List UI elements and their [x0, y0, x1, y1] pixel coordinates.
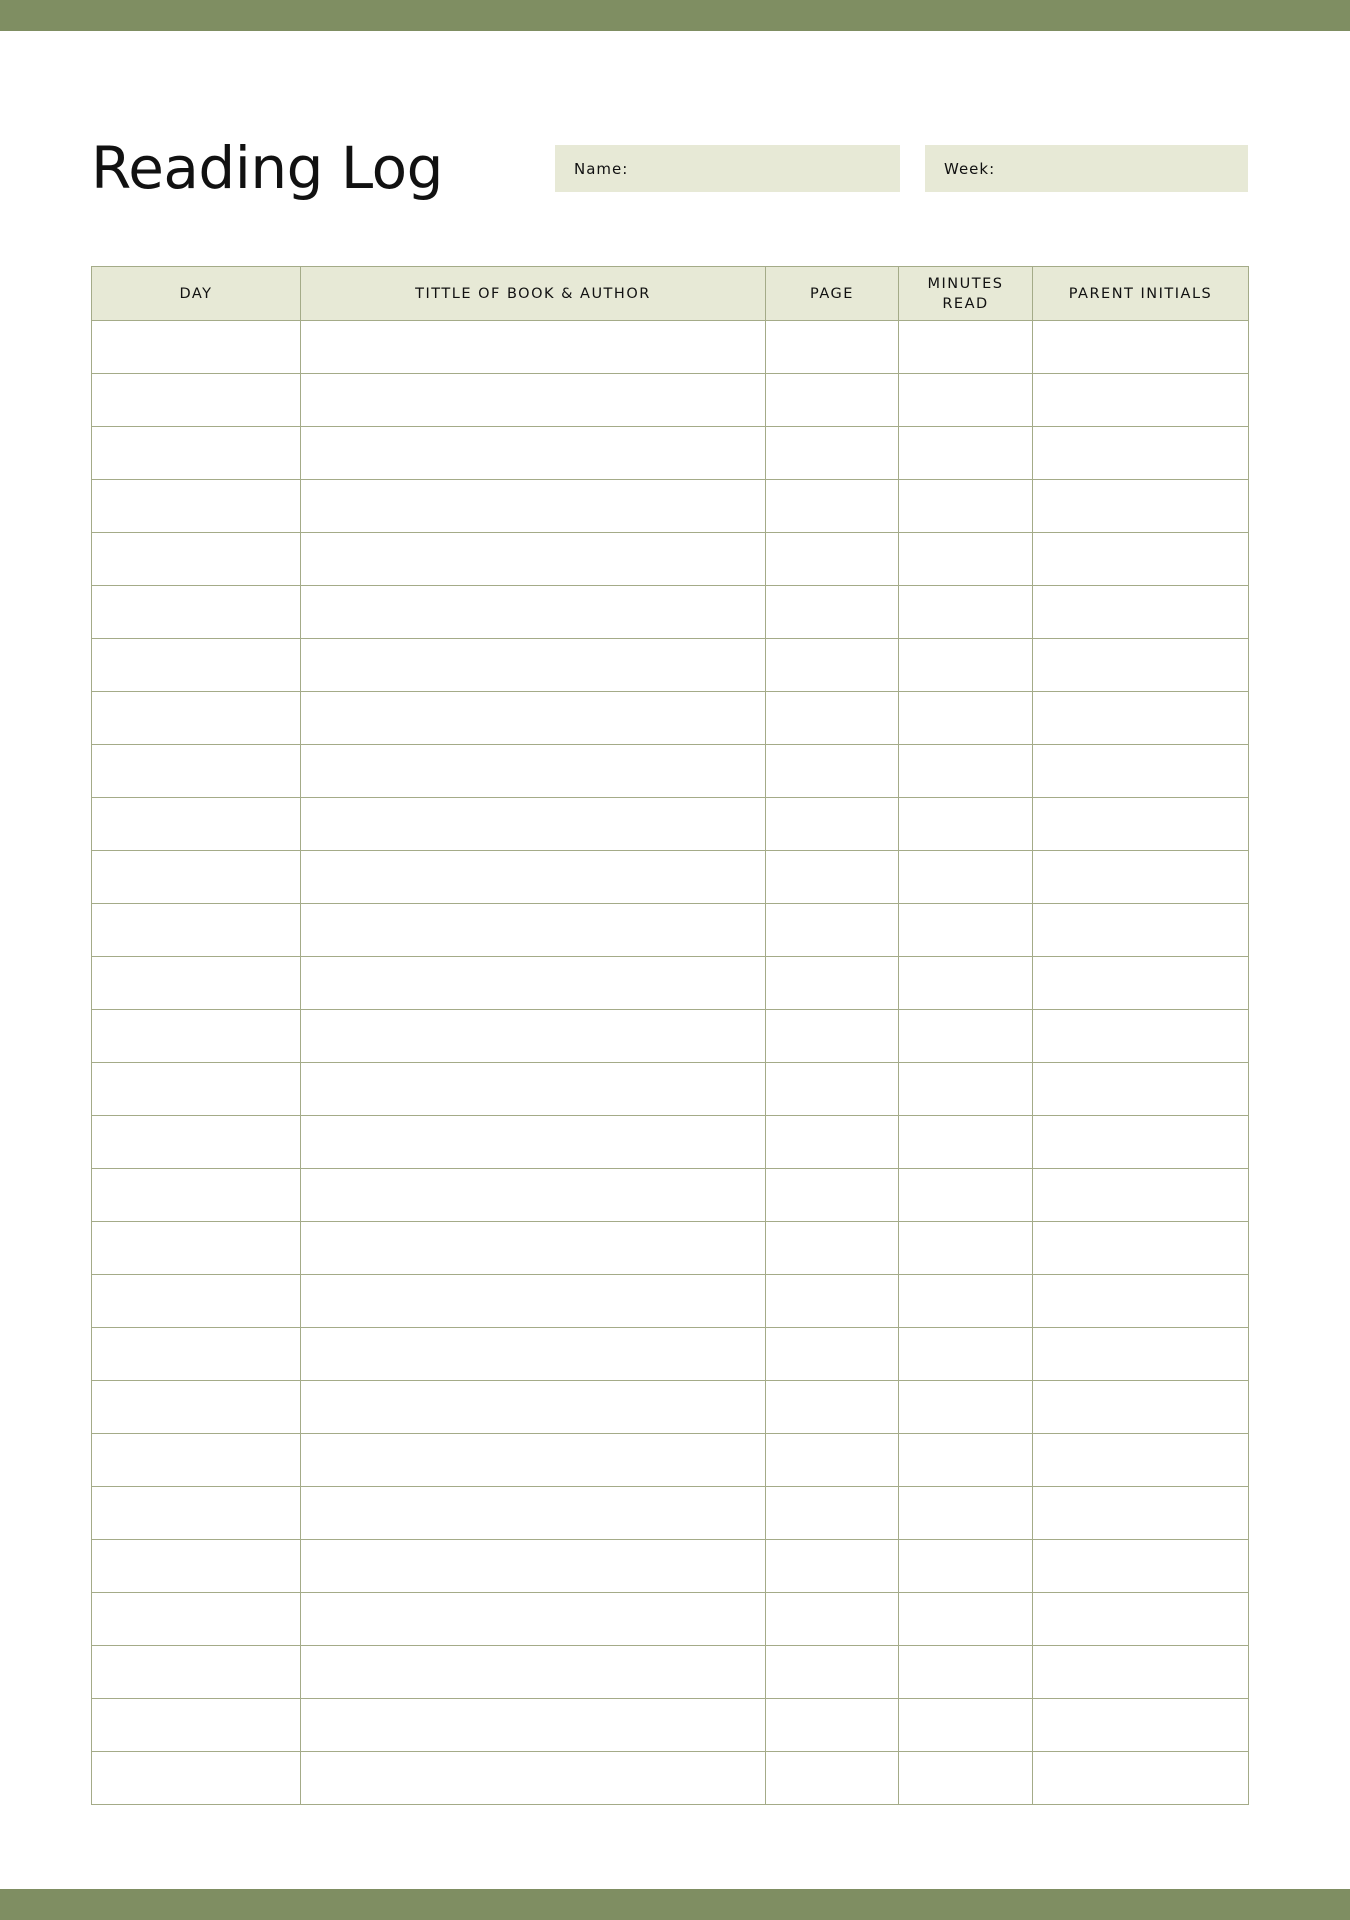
day-cell[interactable]	[92, 374, 301, 427]
page-cell[interactable]	[766, 1699, 899, 1752]
day-cell[interactable]	[92, 1699, 301, 1752]
top-accent-bar	[0, 0, 1350, 31]
day-cell[interactable]	[92, 1063, 301, 1116]
parent-cell[interactable]	[1033, 427, 1249, 480]
title-cell[interactable]	[301, 957, 766, 1010]
title-cell[interactable]	[301, 586, 766, 639]
day-cell[interactable]	[92, 586, 301, 639]
name-field[interactable]	[555, 145, 900, 192]
page-cell[interactable]	[766, 1169, 899, 1222]
title-cell[interactable]	[301, 904, 766, 957]
title-cell[interactable]	[301, 374, 766, 427]
minutes-cell[interactable]	[899, 639, 1033, 692]
day-cell[interactable]	[92, 639, 301, 692]
title-cell[interactable]	[301, 1752, 766, 1805]
table-row	[92, 480, 1249, 533]
parent-cell[interactable]	[1033, 1063, 1249, 1116]
minutes-cell[interactable]	[899, 1116, 1033, 1169]
day-cell[interactable]	[92, 427, 301, 480]
table-row	[92, 745, 1249, 798]
title-cell[interactable]	[301, 1540, 766, 1593]
header-day-label: DAY	[179, 285, 213, 302]
day-cell[interactable]	[92, 745, 301, 798]
table-row	[92, 427, 1249, 480]
table-body	[92, 321, 1249, 1805]
title-cell[interactable]	[301, 1381, 766, 1434]
day-cell[interactable]	[92, 1752, 301, 1805]
minutes-cell[interactable]	[899, 1593, 1033, 1646]
table-row	[92, 1063, 1249, 1116]
page-cell[interactable]	[766, 798, 899, 851]
parent-cell[interactable]	[1033, 1381, 1249, 1434]
table-row	[92, 957, 1249, 1010]
table-row	[92, 851, 1249, 904]
title-cell[interactable]	[301, 427, 766, 480]
parent-cell[interactable]	[1033, 586, 1249, 639]
parent-cell[interactable]	[1033, 321, 1249, 374]
header-minutes-read	[899, 267, 1033, 321]
minutes-cell[interactable]	[899, 692, 1033, 745]
table-row	[92, 904, 1249, 957]
minutes-cell[interactable]	[899, 1063, 1033, 1116]
minutes-cell[interactable]	[899, 321, 1033, 374]
minutes-cell[interactable]	[899, 1646, 1033, 1699]
parent-cell[interactable]	[1033, 1222, 1249, 1275]
table-row	[92, 1487, 1249, 1540]
table-row	[92, 1169, 1249, 1222]
parent-cell[interactable]	[1033, 1752, 1249, 1805]
title-cell[interactable]	[301, 1593, 766, 1646]
minutes-cell[interactable]	[899, 798, 1033, 851]
week-field-label: Week:	[944, 159, 996, 178]
title-cell[interactable]	[301, 1275, 766, 1328]
title-cell[interactable]	[301, 1222, 766, 1275]
day-cell[interactable]	[92, 1646, 301, 1699]
title-cell[interactable]	[301, 1487, 766, 1540]
table-row	[92, 321, 1249, 374]
day-cell[interactable]	[92, 851, 301, 904]
parent-cell[interactable]	[1033, 1010, 1249, 1063]
page-cell[interactable]	[766, 1593, 899, 1646]
page-cell[interactable]	[766, 1063, 899, 1116]
minutes-cell[interactable]	[899, 1169, 1033, 1222]
table-row	[92, 1434, 1249, 1487]
table-row	[92, 1752, 1249, 1805]
day-cell[interactable]	[92, 1487, 301, 1540]
page-cell[interactable]	[766, 533, 899, 586]
day-cell[interactable]	[92, 533, 301, 586]
title-cell[interactable]	[301, 745, 766, 798]
parent-cell[interactable]	[1033, 1169, 1249, 1222]
day-cell[interactable]	[92, 904, 301, 957]
minutes-cell[interactable]	[899, 1328, 1033, 1381]
parent-cell[interactable]	[1033, 851, 1249, 904]
title-cell[interactable]	[301, 533, 766, 586]
page-cell[interactable]	[766, 639, 899, 692]
header-minutes-label-line2: READ	[942, 295, 989, 312]
bottom-accent-bar	[0, 1889, 1350, 1920]
day-cell[interactable]	[92, 1540, 301, 1593]
day-cell[interactable]	[92, 957, 301, 1010]
title-cell[interactable]	[301, 1169, 766, 1222]
parent-cell[interactable]	[1033, 1646, 1249, 1699]
title-cell[interactable]	[301, 321, 766, 374]
page-cell[interactable]	[766, 374, 899, 427]
day-cell[interactable]	[92, 1434, 301, 1487]
title-cell[interactable]	[301, 1328, 766, 1381]
reading-log-table	[91, 266, 1249, 1805]
day-cell[interactable]	[92, 1328, 301, 1381]
day-cell[interactable]	[92, 1381, 301, 1434]
parent-cell[interactable]	[1033, 1699, 1249, 1752]
minutes-cell[interactable]	[899, 904, 1033, 957]
parent-cell[interactable]	[1033, 1275, 1249, 1328]
page-cell[interactable]	[766, 480, 899, 533]
title-cell[interactable]	[301, 851, 766, 904]
day-cell[interactable]	[92, 321, 301, 374]
page-cell[interactable]	[766, 1752, 899, 1805]
table-row	[92, 1699, 1249, 1752]
minutes-cell[interactable]	[899, 1434, 1033, 1487]
parent-cell[interactable]	[1033, 798, 1249, 851]
table-row	[92, 1381, 1249, 1434]
minutes-cell[interactable]	[899, 427, 1033, 480]
minutes-cell[interactable]	[899, 1752, 1033, 1805]
header-minutes-label-line1: MINUTES	[927, 275, 1004, 292]
page-cell[interactable]	[766, 1275, 899, 1328]
page-cell[interactable]	[766, 1381, 899, 1434]
table-row	[92, 1593, 1249, 1646]
day-cell[interactable]	[92, 1116, 301, 1169]
minutes-cell[interactable]	[899, 1275, 1033, 1328]
table-row	[92, 1010, 1249, 1063]
table-row	[92, 1116, 1249, 1169]
parent-cell[interactable]	[1033, 1593, 1249, 1646]
day-cell[interactable]	[92, 1169, 301, 1222]
title-cell[interactable]	[301, 480, 766, 533]
parent-cell[interactable]	[1033, 374, 1249, 427]
title-cell[interactable]	[301, 1063, 766, 1116]
day-cell[interactable]	[92, 798, 301, 851]
minutes-cell[interactable]	[899, 1381, 1033, 1434]
page-cell[interactable]	[766, 1116, 899, 1169]
header-day	[92, 267, 301, 321]
minutes-cell[interactable]	[899, 1222, 1033, 1275]
parent-cell[interactable]	[1033, 692, 1249, 745]
table-header-row	[92, 267, 1249, 321]
table-row	[92, 374, 1249, 427]
minutes-cell[interactable]	[899, 586, 1033, 639]
title-cell[interactable]	[301, 1010, 766, 1063]
title-cell[interactable]	[301, 692, 766, 745]
table-row	[92, 1646, 1249, 1699]
page-cell[interactable]	[766, 1328, 899, 1381]
page-cell[interactable]	[766, 1222, 899, 1275]
parent-cell[interactable]	[1033, 1434, 1249, 1487]
parent-cell[interactable]	[1033, 957, 1249, 1010]
minutes-cell[interactable]	[899, 957, 1033, 1010]
header-parent-initials-label: PARENT INITIALS	[1068, 285, 1213, 302]
parent-cell[interactable]	[1033, 1328, 1249, 1381]
minutes-cell[interactable]	[899, 745, 1033, 798]
parent-cell[interactable]	[1033, 639, 1249, 692]
minutes-cell[interactable]	[899, 1540, 1033, 1593]
table-row	[92, 1275, 1249, 1328]
minutes-cell[interactable]	[899, 533, 1033, 586]
page-cell[interactable]	[766, 321, 899, 374]
day-cell[interactable]	[92, 1010, 301, 1063]
page-cell[interactable]	[766, 745, 899, 798]
page-cell[interactable]	[766, 851, 899, 904]
table-row	[92, 639, 1249, 692]
day-cell[interactable]	[92, 1275, 301, 1328]
page-cell[interactable]	[766, 692, 899, 745]
minutes-cell[interactable]	[899, 1699, 1033, 1752]
minutes-cell[interactable]	[899, 851, 1033, 904]
table-row	[92, 1328, 1249, 1381]
parent-cell[interactable]	[1033, 1540, 1249, 1593]
header-page-label: PAGE	[810, 285, 854, 302]
header-title-author-label: TITTLE OF BOOK & AUTHOR	[415, 285, 651, 302]
table-row	[92, 586, 1249, 639]
parent-cell[interactable]	[1033, 1116, 1249, 1169]
title-cell[interactable]	[301, 798, 766, 851]
page-cell[interactable]	[766, 586, 899, 639]
day-cell[interactable]	[92, 692, 301, 745]
title-cell[interactable]	[301, 1646, 766, 1699]
page-cell[interactable]	[766, 1487, 899, 1540]
page-cell[interactable]	[766, 1646, 899, 1699]
page-cell[interactable]	[766, 1010, 899, 1063]
parent-cell[interactable]	[1033, 533, 1249, 586]
day-cell[interactable]	[92, 1222, 301, 1275]
page-cell[interactable]	[766, 427, 899, 480]
minutes-cell[interactable]	[899, 480, 1033, 533]
parent-cell[interactable]	[1033, 745, 1249, 798]
parent-cell[interactable]	[1033, 480, 1249, 533]
parent-cell[interactable]	[1033, 1487, 1249, 1540]
title-cell[interactable]	[301, 639, 766, 692]
parent-cell[interactable]	[1033, 904, 1249, 957]
name-field-label: Name:	[574, 159, 629, 178]
header-parent-initials	[1033, 267, 1249, 321]
table-row	[92, 1222, 1249, 1275]
title-cell[interactable]	[301, 1699, 766, 1752]
page-cell[interactable]	[766, 1434, 899, 1487]
page-cell[interactable]	[766, 904, 899, 957]
table-row	[92, 533, 1249, 586]
table-row	[92, 798, 1249, 851]
table-row	[92, 692, 1249, 745]
page-title: Reading Log	[91, 134, 443, 202]
title-cell[interactable]	[301, 1434, 766, 1487]
day-cell[interactable]	[92, 480, 301, 533]
minutes-cell[interactable]	[899, 374, 1033, 427]
title-cell[interactable]	[301, 1116, 766, 1169]
page-cell[interactable]	[766, 1540, 899, 1593]
week-field[interactable]	[925, 145, 1248, 192]
page-cell[interactable]	[766, 957, 899, 1010]
table-row	[92, 1540, 1249, 1593]
header-title-author	[301, 267, 766, 321]
header-page	[766, 267, 899, 321]
minutes-cell[interactable]	[899, 1010, 1033, 1063]
day-cell[interactable]	[92, 1593, 301, 1646]
minutes-cell[interactable]	[899, 1487, 1033, 1540]
